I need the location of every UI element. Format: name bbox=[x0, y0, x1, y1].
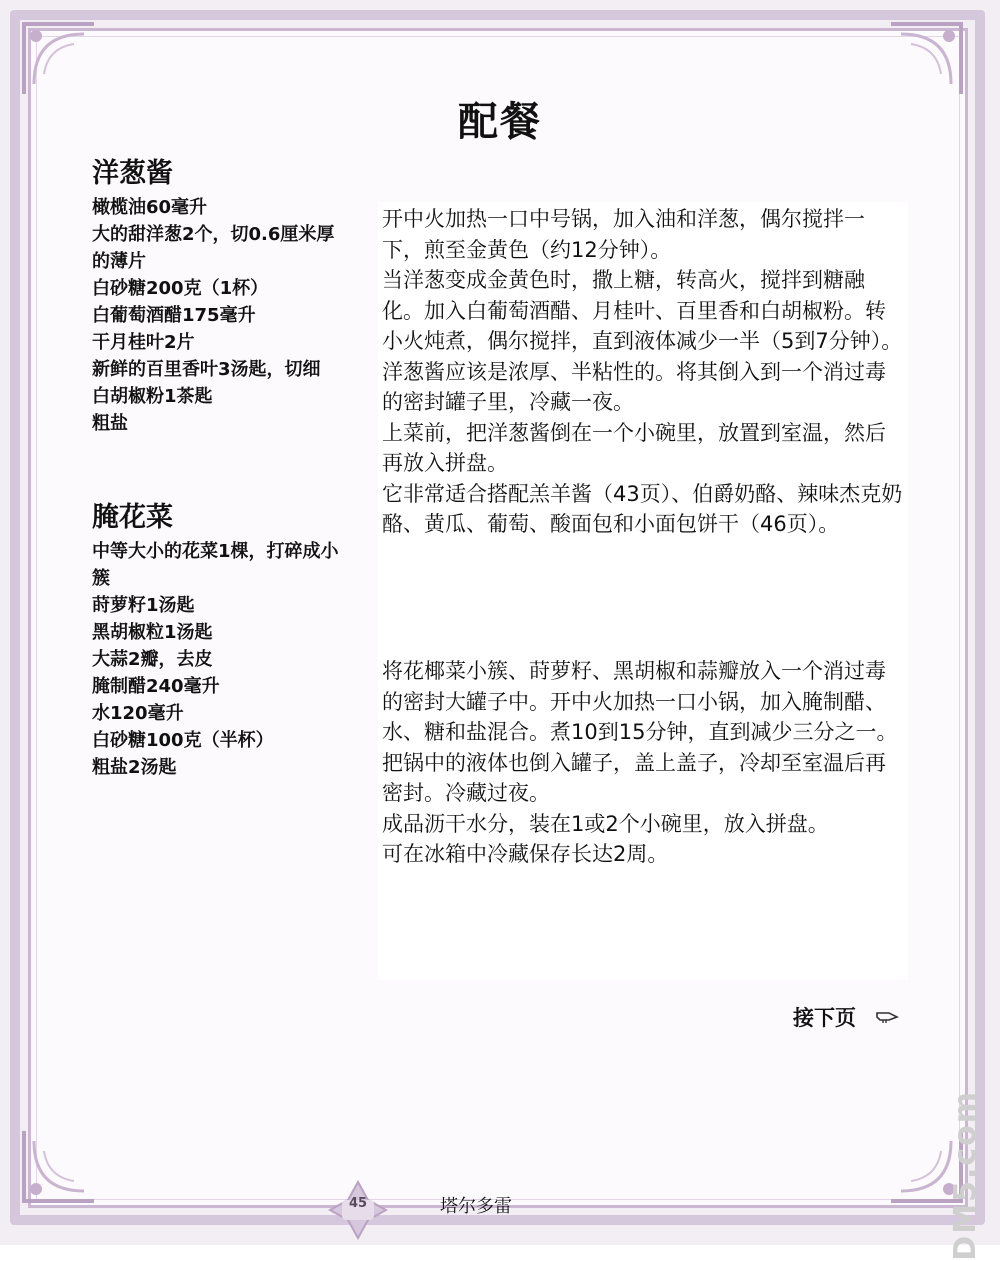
onion-jam-ingredients bbox=[92, 156, 352, 437]
ingredient-item: 莳萝籽1汤匙 bbox=[92, 595, 195, 616]
ingredient-item: 白葡萄酒醋175毫升 bbox=[92, 305, 256, 326]
step-paragraph: 洋葱酱应该是浓厚、半粘性的。将其倒入到一个消过毒的密封罐子里，冷藏一夜。 bbox=[382, 359, 886, 414]
ingredient-item: 粗盐2汤匙 bbox=[92, 757, 177, 778]
ingredient-item: 大的甜洋葱2个，切0.6厘米厚的薄片 bbox=[92, 224, 335, 272]
pickled-cauliflower-ingredients bbox=[92, 500, 352, 781]
ingredient-item: 黑胡椒粒1汤匙 bbox=[92, 622, 213, 643]
step-paragraph: 上菜前，把洋葱酱倒在一个小碗里，放置到室温，然后再放入拼盘。 bbox=[382, 420, 886, 475]
ingredient-item: 新鲜的百里香叶3汤匙，切细 bbox=[92, 359, 321, 380]
ingredient-item: 白砂糖200克（1杯） bbox=[92, 278, 269, 299]
ingredient-item: 中等大小的花菜1棵，打碎成小簇 bbox=[92, 541, 339, 589]
recipe-title: 洋葱酱 bbox=[92, 158, 173, 189]
step-paragraph: 成品沥干水分，装在1或2个小碗里，放入拼盘。 bbox=[382, 811, 829, 836]
corner-ornament-icon bbox=[14, 1121, 104, 1211]
ingredient-item: 白砂糖100克（半杯） bbox=[92, 730, 274, 751]
ingredient-item: 腌制醋240毫升 bbox=[92, 676, 220, 697]
book-title: 塔尔多雷 bbox=[440, 1196, 512, 1217]
onion-jam-steps bbox=[378, 202, 908, 604]
step-paragraph: 开中火加热一口中号锅，加入油和洋葱，偶尔搅拌一下，煎至金黄色（约12分钟）。 bbox=[382, 207, 865, 262]
ingredient-item: 橄榄油60毫升 bbox=[92, 197, 208, 218]
ingredient-item: 粗盐 bbox=[92, 413, 128, 434]
ingredient-item: 大蒜2瓣，去皮 bbox=[92, 649, 213, 670]
ingredient-item: 干月桂叶2片 bbox=[92, 332, 195, 353]
step-paragraph: 它非常适合搭配羔羊酱（43页）、伯爵奶酪、辣味杰克奶酪、黄瓜、葡萄、酸面包和小面包饼干（46页）。 bbox=[382, 481, 903, 536]
next-page-label: 接下页 bbox=[793, 1006, 856, 1030]
step-paragraph: 当洋葱变成金黄色时，撒上糖，转高火，搅拌到糖融化。加入白葡萄酒醋、月桂叶、百里香和白胡椒粉。转小火炖煮，偶尔搅拌，直到液体减少一半（5到7分钟）。 bbox=[382, 268, 903, 353]
page-number: 45 bbox=[348, 1196, 368, 1211]
ingredient-item: 白胡椒粉1茶匙 bbox=[92, 386, 213, 407]
ingredient-item: 水120毫升 bbox=[92, 703, 184, 724]
watermark-logo: DM5.com bbox=[948, 1090, 983, 1261]
pickled-cauliflower-steps bbox=[378, 604, 908, 980]
pointing-hand-icon bbox=[875, 1006, 901, 1026]
step-paragraph: 将花椰菜小簇、莳萝籽、黑胡椒和蒜瓣放入一个消过毒的密封大罐子中。开中火加热一口小锅，加入腌制醋、水、糖和盐混合。煮10到15分钟，直到减少三分之一。把锅中的液体也倒入罐子，盖上盖子，冷却至室温后再密封。冷藏过夜。 bbox=[382, 659, 898, 805]
recipe-title: 腌花菜 bbox=[92, 502, 173, 533]
page-title: 配餐 bbox=[458, 99, 542, 145]
step-paragraph: 可在冰箱中冷藏保存长达2周。 bbox=[382, 842, 669, 866]
